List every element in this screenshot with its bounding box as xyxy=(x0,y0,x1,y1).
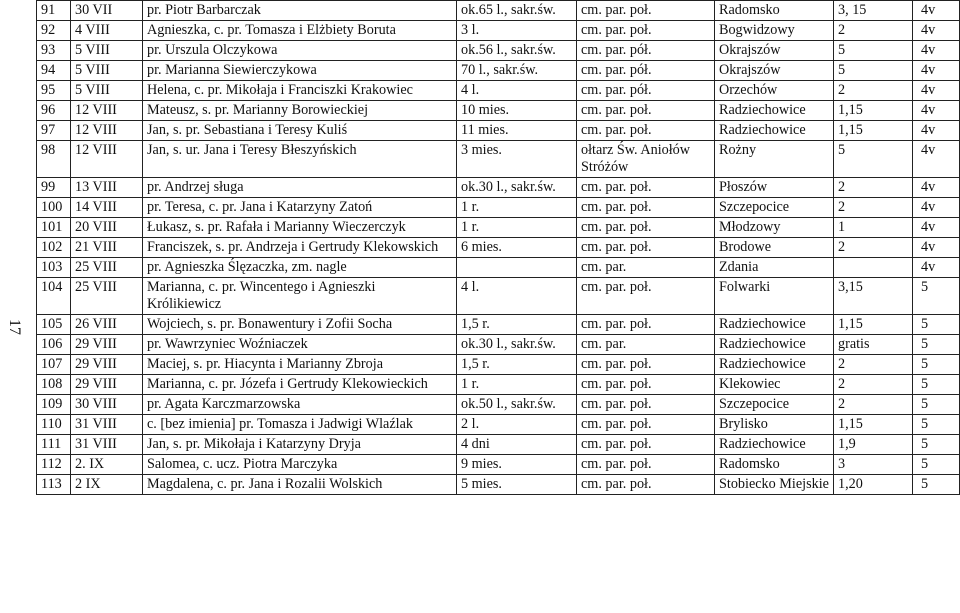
name-cell: Jan, s. pr. Sebastiana i Teresy Kuliś xyxy=(143,121,457,141)
table-row xyxy=(37,315,960,335)
entry-number-cell: 96 xyxy=(37,101,71,121)
burial-place-cell: cm. par. xyxy=(577,258,715,278)
burial-place-cell: cm. par. poł. xyxy=(577,455,715,475)
table-row xyxy=(37,335,960,355)
fee-cell: 1,15 xyxy=(834,315,913,335)
age-cell: 1 r. xyxy=(457,198,577,218)
fee-cell: 5 xyxy=(834,61,913,81)
burial-place-cell: cm. par. poł. xyxy=(577,101,715,121)
entry-number-cell: 99 xyxy=(37,178,71,198)
folio-cell: 5 xyxy=(913,415,960,435)
folio-cell: 4v xyxy=(913,21,960,41)
folio-cell: 4v xyxy=(913,81,960,101)
table-row xyxy=(37,101,960,121)
fee-cell: 1,15 xyxy=(834,121,913,141)
entry-number-cell: 106 xyxy=(37,335,71,355)
entry-number-cell: 92 xyxy=(37,21,71,41)
fee-cell: 1,15 xyxy=(834,415,913,435)
table-row xyxy=(37,41,960,61)
name-cell: Salomea, c. ucz. Piotra Marczyka xyxy=(143,455,457,475)
entry-number-cell: 102 xyxy=(37,238,71,258)
village-cell: Orzechów xyxy=(715,81,834,101)
burial-register-table-container xyxy=(36,0,959,495)
table-row xyxy=(37,61,960,81)
entry-number-cell: 93 xyxy=(37,41,71,61)
entry-number-cell: 94 xyxy=(37,61,71,81)
date-cell: 30 VII xyxy=(71,1,143,21)
age-cell: ok.65 l., sakr.św. xyxy=(457,1,577,21)
village-cell: Radomsko xyxy=(715,455,834,475)
name-cell: pr. Agata Karczmarzowska xyxy=(143,395,457,415)
date-cell: 25 VIII xyxy=(71,258,143,278)
age-cell: 2 l. xyxy=(457,415,577,435)
entry-number-cell: 110 xyxy=(37,415,71,435)
date-cell: 12 VIII xyxy=(71,121,143,141)
folio-cell: 5 xyxy=(913,375,960,395)
fee-cell: 5 xyxy=(834,41,913,61)
burial-place-cell: cm. par. pół. xyxy=(577,81,715,101)
fee-cell: 1,20 xyxy=(834,475,913,495)
date-cell: 29 VIII xyxy=(71,335,143,355)
name-cell: Mateusz, s. pr. Marianny Borowieckiej xyxy=(143,101,457,121)
date-cell: 20 VIII xyxy=(71,218,143,238)
table-row xyxy=(37,278,960,315)
date-cell: 25 VIII xyxy=(71,278,143,315)
folio-cell: 4v xyxy=(913,121,960,141)
date-cell: 14 VIII xyxy=(71,198,143,218)
burial-place-cell: cm. par. poł. xyxy=(577,121,715,141)
entry-number-cell: 97 xyxy=(37,121,71,141)
age-cell: ok.50 l., sakr.św. xyxy=(457,395,577,415)
name-cell: Marianna, c. pr. Józefa i Gertrudy Klekowieckich xyxy=(143,375,457,395)
name-cell: Franciszek, s. pr. Andrzeja i Gertrudy Klekowskich xyxy=(143,238,457,258)
date-cell: 29 VIII xyxy=(71,355,143,375)
table-row xyxy=(37,218,960,238)
date-cell: 2. IX xyxy=(71,455,143,475)
burial-place-cell: cm. par. poł. xyxy=(577,218,715,238)
folio-cell: 4v xyxy=(913,141,960,178)
burial-place-cell: ołtarz Św. Aniołów Stróżów xyxy=(577,141,715,178)
fee-cell: 5 xyxy=(834,141,913,178)
age-cell: ok.30 l., sakr.św. xyxy=(457,178,577,198)
age-cell: 6 mies. xyxy=(457,238,577,258)
name-cell: Jan, s. pr. Mikołaja i Katarzyny Dryja xyxy=(143,435,457,455)
age-cell: 4 l. xyxy=(457,278,577,315)
fee-cell: 2 xyxy=(834,198,913,218)
folio-cell: 5 xyxy=(913,475,960,495)
village-cell: Radziechowice xyxy=(715,355,834,375)
folio-cell: 5 xyxy=(913,355,960,375)
village-cell: Radziechowice xyxy=(715,121,834,141)
village-cell: Okrajszów xyxy=(715,61,834,81)
date-cell: 29 VIII xyxy=(71,375,143,395)
name-cell: Wojciech, s. pr. Bonawentury i Zofii Socha xyxy=(143,315,457,335)
age-cell: 1,5 r. xyxy=(457,355,577,375)
folio-cell: 4v xyxy=(913,178,960,198)
date-cell: 12 VIII xyxy=(71,141,143,178)
age-cell: 70 l., sakr.św. xyxy=(457,61,577,81)
date-cell: 4 VIII xyxy=(71,21,143,41)
date-cell: 13 VIII xyxy=(71,178,143,198)
date-cell: 26 VIII xyxy=(71,315,143,335)
fee-cell: gratis xyxy=(834,335,913,355)
entry-number-cell: 108 xyxy=(37,375,71,395)
fee-cell: 2 xyxy=(834,178,913,198)
fee-cell: 3,15 xyxy=(834,278,913,315)
burial-place-cell: cm. par. poł. xyxy=(577,178,715,198)
age-cell: 4 l. xyxy=(457,81,577,101)
table-row xyxy=(37,415,960,435)
folio-cell: 4v xyxy=(913,101,960,121)
entry-number-cell: 105 xyxy=(37,315,71,335)
date-cell: 31 VIII xyxy=(71,415,143,435)
entry-number-cell: 95 xyxy=(37,81,71,101)
name-cell: Helena, c. pr. Mikołaja i Franciszki Krakowiec xyxy=(143,81,457,101)
table-row xyxy=(37,395,960,415)
folio-cell: 4v xyxy=(913,41,960,61)
table-row xyxy=(37,198,960,218)
fee-cell: 2 xyxy=(834,395,913,415)
date-cell: 5 VIII xyxy=(71,81,143,101)
village-cell: Płoszów xyxy=(715,178,834,198)
fee-cell: 2 xyxy=(834,355,913,375)
village-cell: Radziechowice xyxy=(715,101,834,121)
fee-cell xyxy=(834,258,913,278)
name-cell: pr. Wawrzyniec Woźniaczek xyxy=(143,335,457,355)
folio-cell: 4v xyxy=(913,258,960,278)
folio-cell: 4v xyxy=(913,1,960,21)
date-cell: 5 VIII xyxy=(71,61,143,81)
age-cell: 3 mies. xyxy=(457,141,577,178)
date-cell: 21 VIII xyxy=(71,238,143,258)
folio-cell: 4v xyxy=(913,218,960,238)
fee-cell: 2 xyxy=(834,238,913,258)
entry-number-cell: 113 xyxy=(37,475,71,495)
village-cell: Radziechowice xyxy=(715,335,834,355)
name-cell: pr. Andrzej sługa xyxy=(143,178,457,198)
age-cell: 11 mies. xyxy=(457,121,577,141)
village-cell: Rożny xyxy=(715,141,834,178)
burial-place-cell: cm. par. poł. xyxy=(577,395,715,415)
age-cell: 4 dni xyxy=(457,435,577,455)
fee-cell: 1,15 xyxy=(834,101,913,121)
name-cell: pr. Marianna Siewierczykowa xyxy=(143,61,457,81)
age-cell: 3 l. xyxy=(457,21,577,41)
age-cell xyxy=(457,258,577,278)
burial-place-cell: cm. par. xyxy=(577,335,715,355)
folio-cell: 5 xyxy=(913,278,960,315)
page-number: 17 xyxy=(6,319,23,335)
age-cell: 5 mies. xyxy=(457,475,577,495)
burial-place-cell: cm. par. poł. xyxy=(577,475,715,495)
village-cell: Brodowe xyxy=(715,238,834,258)
table-row xyxy=(37,355,960,375)
village-cell: Szczepocice xyxy=(715,395,834,415)
age-cell: 1,5 r. xyxy=(457,315,577,335)
burial-place-cell: cm. par. poł. xyxy=(577,1,715,21)
folio-cell: 5 xyxy=(913,315,960,335)
fee-cell: 1,9 xyxy=(834,435,913,455)
burial-register-table xyxy=(36,0,960,495)
age-cell: 10 mies. xyxy=(457,101,577,121)
folio-cell: 5 xyxy=(913,455,960,475)
name-cell: pr. Piotr Barbarczak xyxy=(143,1,457,21)
age-cell: 1 r. xyxy=(457,218,577,238)
entry-number-cell: 101 xyxy=(37,218,71,238)
fee-cell: 2 xyxy=(834,81,913,101)
entry-number-cell: 109 xyxy=(37,395,71,415)
entry-number-cell: 107 xyxy=(37,355,71,375)
table-row xyxy=(37,475,960,495)
fee-cell: 3 xyxy=(834,455,913,475)
burial-place-cell: cm. par. poł. xyxy=(577,355,715,375)
village-cell: Radomsko xyxy=(715,1,834,21)
name-cell: Magdalena, c. pr. Jana i Rozalii Wolskich xyxy=(143,475,457,495)
village-cell: Bogwidzowy xyxy=(715,21,834,41)
burial-place-cell: cm. par. pół. xyxy=(577,61,715,81)
date-cell: 2 IX xyxy=(71,475,143,495)
entry-number-cell: 103 xyxy=(37,258,71,278)
table-row xyxy=(37,1,960,21)
table-row xyxy=(37,238,960,258)
burial-place-cell: cm. par. poł. xyxy=(577,21,715,41)
fee-cell: 2 xyxy=(834,21,913,41)
burial-place-cell: cm. par. poł. xyxy=(577,198,715,218)
folio-cell: 4v xyxy=(913,238,960,258)
table-row xyxy=(37,258,960,278)
folio-cell: 5 xyxy=(913,335,960,355)
village-cell: Radziechowice xyxy=(715,435,834,455)
folio-cell: 4v xyxy=(913,198,960,218)
entry-number-cell: 104 xyxy=(37,278,71,315)
entry-number-cell: 100 xyxy=(37,198,71,218)
village-cell: Szczepocice xyxy=(715,198,834,218)
entry-number-cell: 98 xyxy=(37,141,71,178)
entry-number-cell: 111 xyxy=(37,435,71,455)
name-cell: c. [bez imienia] pr. Tomasza i Jadwigi Wlaźlak xyxy=(143,415,457,435)
table-row xyxy=(37,455,960,475)
folio-cell: 4v xyxy=(913,61,960,81)
fee-cell: 2 xyxy=(834,375,913,395)
burial-place-cell: cm. par. poł. xyxy=(577,278,715,315)
age-cell: 9 mies. xyxy=(457,455,577,475)
name-cell: pr. Teresa, c. pr. Jana i Katarzyny Zatoń xyxy=(143,198,457,218)
age-cell: ok.56 l., sakr.św. xyxy=(457,41,577,61)
village-cell: Folwarki xyxy=(715,278,834,315)
age-cell: 1 r. xyxy=(457,375,577,395)
table-row xyxy=(37,81,960,101)
burial-place-cell: cm. par. poł. xyxy=(577,435,715,455)
village-cell: Młodzowy xyxy=(715,218,834,238)
entry-number-cell: 112 xyxy=(37,455,71,475)
name-cell: Maciej, s. pr. Hiacynta i Marianny Zbroja xyxy=(143,355,457,375)
table-row xyxy=(37,178,960,198)
village-cell: Stobiecko Miejskie xyxy=(715,475,834,495)
village-cell: Brylisko xyxy=(715,415,834,435)
fee-cell: 3, 15 xyxy=(834,1,913,21)
date-cell: 5 VIII xyxy=(71,41,143,61)
fee-cell: 1 xyxy=(834,218,913,238)
burial-place-cell: cm. par. poł. xyxy=(577,415,715,435)
name-cell: pr. Urszula Olczykowa xyxy=(143,41,457,61)
name-cell: pr. Agnieszka Ślęzaczka, zm. nagle xyxy=(143,258,457,278)
name-cell: Agnieszka, c. pr. Tomasza i Elżbiety Boruta xyxy=(143,21,457,41)
table-row xyxy=(37,435,960,455)
village-cell: Zdania xyxy=(715,258,834,278)
date-cell: 30 VIII xyxy=(71,395,143,415)
folio-cell: 5 xyxy=(913,435,960,455)
table-row xyxy=(37,21,960,41)
name-cell: Jan, s. ur. Jana i Teresy Błeszyńskich xyxy=(143,141,457,178)
name-cell: Marianna, c. pr. Wincentego i Agnieszki Królikiewicz xyxy=(143,278,457,315)
date-cell: 12 VIII xyxy=(71,101,143,121)
burial-place-cell: cm. par. poł. xyxy=(577,315,715,335)
burial-place-cell: cm. par. poł. xyxy=(577,375,715,395)
folio-cell: 5 xyxy=(913,395,960,415)
burial-place-cell: cm. par. poł. xyxy=(577,238,715,258)
entry-number-cell: 91 xyxy=(37,1,71,21)
name-cell: Łukasz, s. pr. Rafała i Marianny Wieczerczyk xyxy=(143,218,457,238)
village-cell: Okrajszów xyxy=(715,41,834,61)
age-cell: ok.30 l., sakr.św. xyxy=(457,335,577,355)
village-cell: Klekowiec xyxy=(715,375,834,395)
village-cell: Radziechowice xyxy=(715,315,834,335)
date-cell: 31 VIII xyxy=(71,435,143,455)
table-row xyxy=(37,141,960,178)
table-row xyxy=(37,375,960,395)
table-row xyxy=(37,121,960,141)
burial-place-cell: cm. par. pół. xyxy=(577,41,715,61)
